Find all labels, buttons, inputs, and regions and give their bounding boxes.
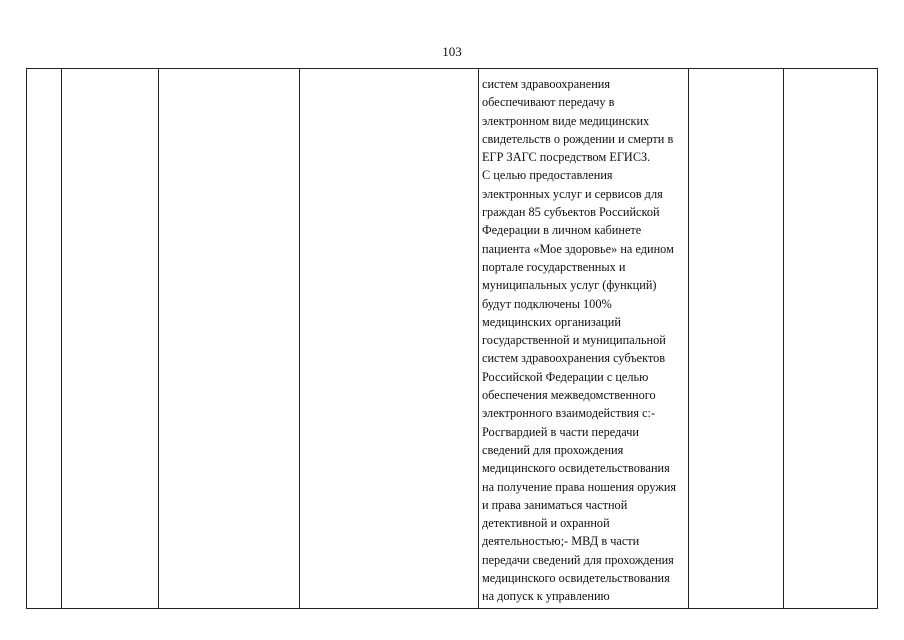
text-line: на допуск к управлению xyxy=(482,589,610,604)
text-line: Российской Федерации с целью xyxy=(482,369,649,384)
text-line: детективной и охранной xyxy=(482,516,610,531)
text-line: медицинского освидетельствования xyxy=(482,571,670,586)
text-line: ЕГР ЗАГС посредством ЕГИСЗ. xyxy=(482,150,651,165)
text-line: пациента «Мое здоровье» на едином xyxy=(482,241,674,256)
text-line: медицинских организаций xyxy=(482,314,621,329)
text-line: систем здравоохранения xyxy=(482,77,611,91)
text-line: деятельностью;- МВД в части xyxy=(482,534,640,549)
text-line: С целью предоставления xyxy=(482,168,613,183)
text-line: сведений для прохождения xyxy=(482,442,624,457)
page-number: 103 xyxy=(442,44,462,59)
text-line: портале государственных и xyxy=(482,259,626,274)
table-column-2 xyxy=(62,69,159,608)
text-line: систем здравоохранения субъектов xyxy=(482,351,666,366)
text-line: муниципальных услуг (функций) xyxy=(482,278,657,293)
text-line: свидетельств о рождении и смерти в xyxy=(482,131,674,146)
text-line: граждан 85 субъектов Российской xyxy=(482,205,660,220)
table-column-3 xyxy=(159,69,300,608)
text-line: Федерации в личном кабинете xyxy=(482,223,642,238)
text-line: электронных услуг и сервисов для xyxy=(482,186,663,201)
text-line: и права заниматься частной xyxy=(482,497,628,512)
table-column-description xyxy=(479,69,689,608)
text-line: медицинского освидетельствования xyxy=(482,461,670,476)
text-line: на получение права ношения оружия xyxy=(482,479,677,494)
text-line: обеспечивают передачу в xyxy=(482,95,615,110)
text-line: электронном виде медицинских xyxy=(482,113,650,128)
text-line: передачи сведений для прохождения xyxy=(482,552,674,567)
text-line: государственной и муниципальной xyxy=(482,333,666,348)
text-line: будут подключены 100% xyxy=(482,296,612,311)
document-table xyxy=(26,68,878,609)
table-column-1 xyxy=(27,69,62,608)
description-cell xyxy=(479,69,688,606)
text-line: обеспечения межведомственного xyxy=(482,388,656,403)
table-column-7 xyxy=(784,69,878,608)
text-line: Росгвардией в части передачи xyxy=(482,424,640,439)
table-column-6 xyxy=(689,69,784,608)
text-line: электронного взаимодействия с:- xyxy=(482,406,656,421)
table-column-4 xyxy=(300,69,479,608)
